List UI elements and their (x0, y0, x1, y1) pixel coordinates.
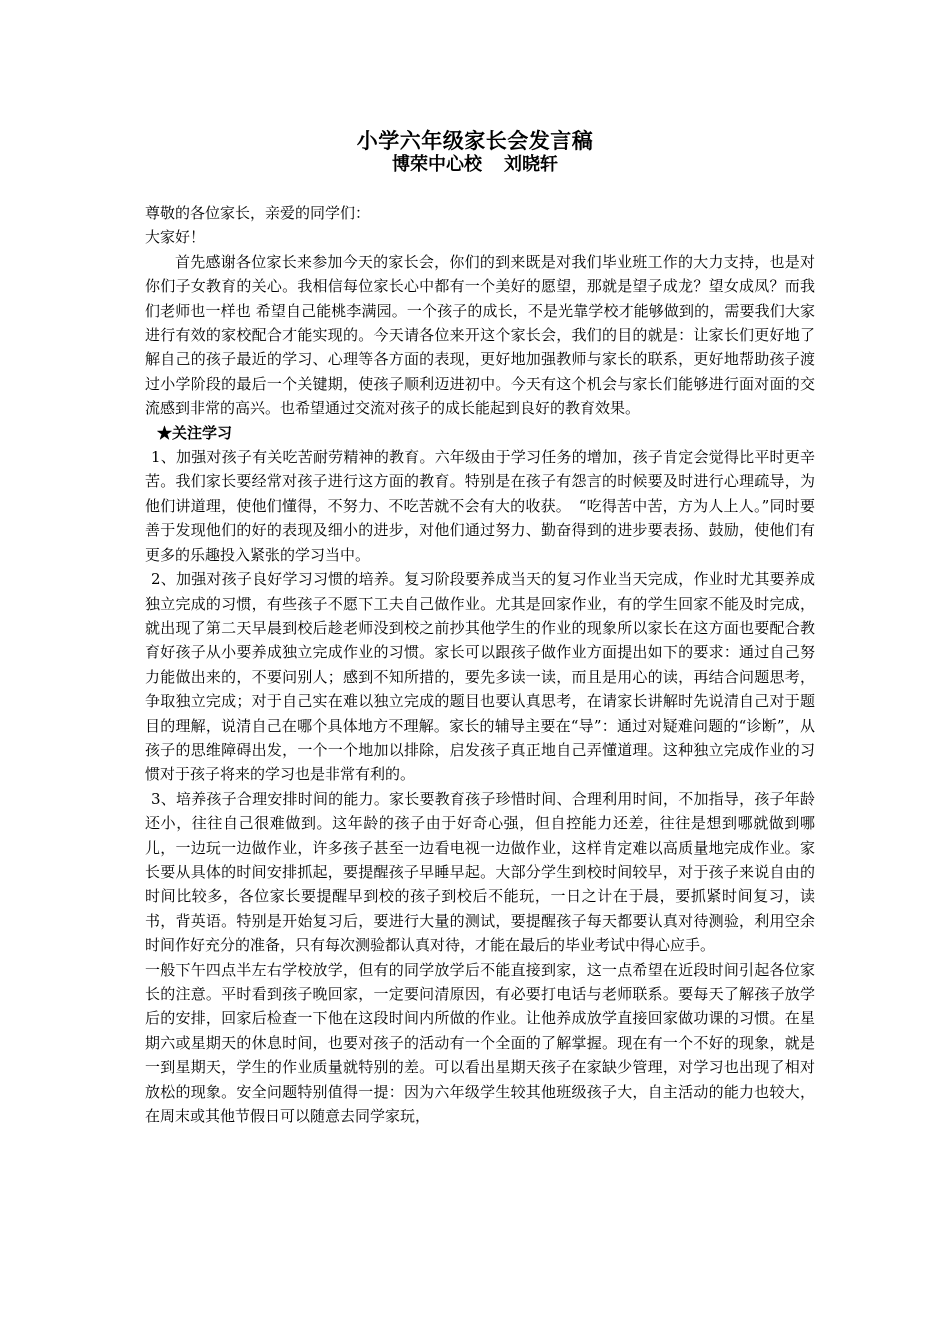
greeting: 大家好！ (145, 228, 206, 247)
document-subtitle (0, 153, 950, 177)
school-name: 博荣中心校 (392, 154, 482, 175)
section-heading: ★关注学习 (157, 423, 233, 442)
intro-paragraph: 首先感谢各位家长来参加今天的家长会，你们的到来既是对我们毕业班工作的大力支持，也是对你们子女教育的关心。我相信每位家长心中都有一个美好的愿望，那就是望子成龙？望女成凤？而我们老师也一样也 希望自己能桃李满园。一个孩子的成长，不是光靠学校才能够做到的，需要我们大家进行有效的家校配合才能实现的。今天请各位来开这个家长会，我们的目的就是：让家长们更好地了解自己的孩子最近的学习、心理等各方面的表现，更好地加强教师与家长的联系，更好地帮助孩子渡过小学阶段的最后一个关键期，使孩子顺利迈进初中。今天有这个机会与家长们能够进行面对面的交流感到非常的高兴。也希望通过交流对孩子的成长能起到良好的教育效果。 (145, 252, 815, 418)
document-body (145, 201, 815, 1128)
document-title: 小学六年级家长会发言稿 (356, 128, 594, 153)
salutation: 尊敬的各位家长，亲爱的同学们： (145, 204, 371, 222)
point-3-paragraph: 3、培养孩子合理安排时间的能力。家长要教育孩子珍惜时间、合理利用时间，不加指导，孩子年龄还小，往往自己很难做到。这年龄的孩子由于好奇心强，但自控能力还差，往往是想到哪就做到哪儿，一边玩一边做作业，许多孩子甚至一边看电视一边做作业，这样肯定难以高质量地完成作业。家长要从具体的时间安排抓起，要提醒孩子早睡早起。大部分学生到校时间较早，对于孩子来说自由的时间比较多，各位家长要提醒早到校的孩子到校后不能玩，一日之计在于晨，要抓紧时间复习，读书，背英语。特别是开始复习后，要进行大量的测试，要提醒孩子每天都要认真对待测验，利用空余时间作好充分的准备，只有每次测验都认真对待，才能在最后的毕业考试中得心应手。 (145, 789, 815, 955)
point-1-paragraph: 1、加强对孩子有关吃苦耐劳精神的教育。六年级由于学习任务的增加，孩子肯定会觉得比平时更辛苦。我们家长要经常对孩子进行这方面的教育。特别是在孩子有怨言的时候要及时进行心理疏导，为他们讲道理，使他们懂得，不努力、不吃苦就不会有大的收获。 “吃得苦中苦，方为人上人。”同时要善于发现他们的好的表现及细小的进步，对他们通过努力、勤奋得到的进步要表扬、鼓励，使他们有更多的乐趣投入紧张的学习当中。 (145, 448, 815, 564)
closing-paragraph: 一般下午四点半左右学校放学，但有的同学放学后不能直接到家，这一点希望在近段时间引起各位家长的注意。平时看到孩子晚回家，一定要问清原因，有必要打电话与老师联系。要每天了解孩子放学后的安排，回家后检查一下他在这段时间内所做的作业。让他养成放学直接回家做功课的习惯。在星期六或星期天的休息时间，也要对孩子的活动有一个全面的了解掌握。现在有一个不好的现象，就是一到星期天，学生的作业质量就特别的差。可以看出星期天孩子在家缺少管理，对学习也出现了相对放松的现象。安全问题特别值得一提：因为六年级学生较其他班级孩子大，自主活动的能力也较大，在周末或其他节假日可以随意去同学家玩， (145, 960, 815, 1126)
author-name: 刘晓轩 (504, 154, 558, 175)
point-2-paragraph: 2、加强对孩子良好学习习惯的培养。复习阶段要养成当天的复习作业当天完成，作业时尤其要养成独立完成的习惯，有些孩子不愿下工夫自己做作业。尤其是回家作业，有的学生回家不能及时完成，就出现了第二天早晨到校后趁老师没到校之前抄其他学生的作业的现象所以家长在这方面也要配合教育好孩子从小要养成独立完成作业的习惯。家长可以跟孩子做作业方面提出如下的要求：通过自己努力能做出来的，不要问别人；感到不知所措的，要先多读一读，而且是用心的读，再结合问题思考，争取独立完成；对于自己实在难以独立完成的题目也要认真思考，在请家长讲解时先说清自己对于题目的理解，说清自己在哪个具体地方不理解。家长的辅导主要在“导”：通过对疑难问题的“诊断”，从孩子的思维障碍出发，一个一个地加以排除，启发孩子真正地自己弄懂道理。这种独立完成作业的习惯对于孩子将来的学习也是非常有利的。 (145, 570, 815, 784)
